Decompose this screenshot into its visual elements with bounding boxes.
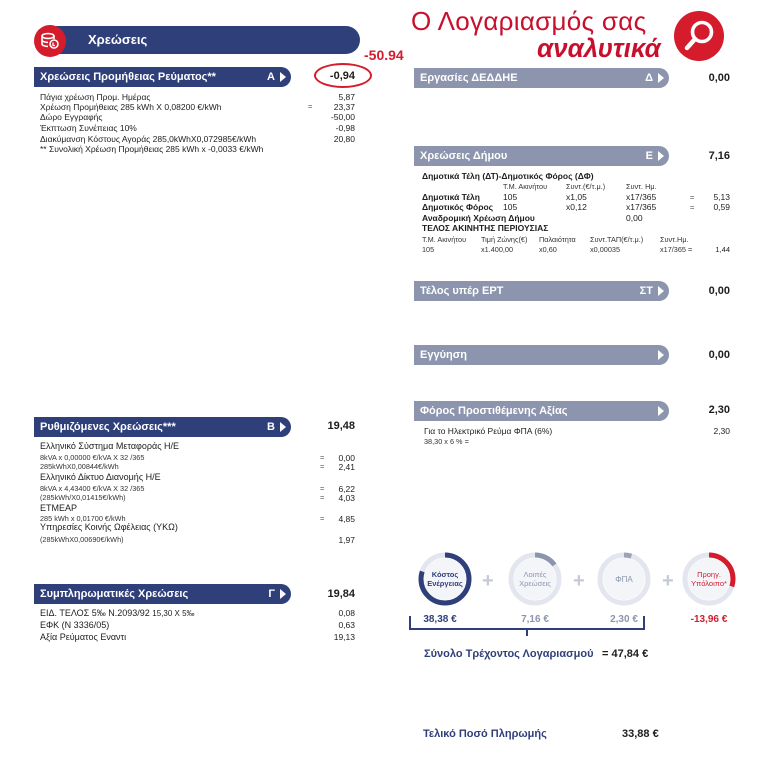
handwritten-annotation-value: -50.94 bbox=[364, 47, 404, 63]
supply-row-fixed-value: 5,87 bbox=[338, 92, 355, 102]
supply-row-gift-value: -50,00 bbox=[330, 112, 355, 122]
arrow-right-icon bbox=[280, 589, 286, 599]
section-e-bar bbox=[414, 146, 669, 166]
tap-value: 1,44 bbox=[715, 245, 730, 254]
misc-row-special-fee: ΕΙΔ. ΤΕΛΟΣ 5‰ Ν.2093/92 15,30 X 5‰ bbox=[40, 608, 195, 618]
supply-row-supply-label: Χρέωση Προμήθειας 285 kWh X 0,08200 €/kWh bbox=[40, 102, 222, 112]
regulated-item-detail: (285kWhX0,00690€/kWh) bbox=[40, 535, 124, 544]
donut-previous-label: Προηγ. Υπόλοιπο* bbox=[691, 570, 727, 588]
municipal-row-cell: x17/365 bbox=[626, 192, 657, 202]
section-c-total: 19,84 bbox=[327, 588, 355, 600]
vat-total: 2,30 bbox=[708, 404, 730, 416]
section-c-letter: Γ bbox=[268, 588, 275, 600]
municipal-retro-label: Αναδρομική Χρέωση Δήμου bbox=[422, 213, 535, 223]
supply-row-fixed-label: Πάγια χρέωση Προμ. Ημέρας bbox=[40, 92, 151, 102]
section-e-label: Χρεώσεις Δήμου bbox=[420, 150, 508, 162]
municipal-col-header: Συντ.(€/τ.μ.) bbox=[566, 182, 606, 191]
municipal-row-cell: x1,05 bbox=[566, 192, 587, 202]
regulated-item-head: Ελληνικό Σύστημα Μεταφοράς Η/Ε bbox=[40, 441, 180, 451]
supply-row-fluctuation-value: 20,80 bbox=[333, 134, 355, 144]
regulated-item-eq: = bbox=[320, 514, 325, 523]
section-b-total: 19,48 bbox=[327, 420, 355, 432]
page-title-line2: αναλυτικά bbox=[537, 33, 661, 63]
regulated-item-head: ΕΤΜΕΑΡ bbox=[40, 503, 78, 513]
section-e-letter: Ε bbox=[645, 150, 653, 162]
regulated-item-value: 6,22 bbox=[338, 484, 355, 494]
charges-section-header bbox=[56, 26, 360, 54]
section-d-letter: Δ bbox=[645, 72, 653, 84]
municipal-col-header: Τ.Μ. Ακινήτου bbox=[503, 182, 548, 191]
misc-row-advance-value: 19,13 bbox=[333, 632, 355, 642]
section-b-bar bbox=[34, 417, 291, 437]
municipal-row-cell: 105 bbox=[503, 192, 518, 202]
plus-sign: + bbox=[573, 570, 585, 592]
arrow-right-icon bbox=[280, 422, 286, 432]
regulated-item-value: 2,41 bbox=[338, 462, 355, 472]
section-f-total: 0,00 bbox=[708, 285, 730, 297]
final-payment-value: 33,88 € bbox=[622, 728, 659, 740]
supply-row-supply-detail: 285 kWh X 0,08200 €/kWh bbox=[120, 102, 222, 112]
coins-icon bbox=[40, 31, 60, 51]
donut-previous-value: -13,96 € bbox=[690, 614, 728, 625]
tap-col-header: Τ.Μ. Ακινήτου bbox=[422, 235, 467, 244]
regulated-item-detail: 8kVA x 0,00000 €/kVA X 32 /365 bbox=[40, 453, 145, 462]
municipal-heading: Δημοτικά Τέλη (ΔΤ)-Δημοτικός Φόρος (ΔΦ) bbox=[422, 171, 594, 181]
donut-other-label: Λοιπές Χρεώσεις bbox=[519, 570, 551, 588]
section-d-bar bbox=[414, 68, 669, 88]
misc-row-special-fee-detail: 15,30 X 5‰ bbox=[152, 609, 195, 618]
arrow-right-icon bbox=[658, 406, 664, 416]
arrow-right-icon bbox=[658, 73, 664, 83]
charges-section-title: Χρεώσεις bbox=[88, 32, 148, 47]
regulated-item-detail: 8kVA x 4,43400 €/kVA X 32 /365 bbox=[40, 484, 145, 493]
supply-row-total-detail: 285 kWh x -0,0033 €/kWh bbox=[165, 144, 264, 154]
section-a-label: Χρεώσεις Προμήθειας Ρεύματος** bbox=[40, 71, 216, 83]
misc-row-excise: ΕΦΚ (Ν 3336/05) bbox=[40, 620, 110, 630]
vat-label: Φόρος Προστιθέμενης Αξίας bbox=[420, 405, 568, 417]
municipal-col-header: Συντ. Ημ. bbox=[626, 182, 657, 191]
misc-row-excise-value: 0,63 bbox=[338, 620, 355, 630]
regulated-item-detail: 285kWhX0,00844€/kWh bbox=[40, 462, 119, 471]
section-f-label: Τέλος υπέρ ΕΡΤ bbox=[420, 285, 504, 297]
search-icon bbox=[674, 11, 724, 61]
misc-row-special-fee-value: 0,08 bbox=[338, 608, 355, 618]
section-e-total: 7,16 bbox=[708, 150, 730, 162]
vat-row-value: 2,30 bbox=[713, 426, 730, 436]
supply-row-fluctuation-detail: 285,0kWhX0,072985€/kWh bbox=[152, 134, 257, 144]
municipal-row-value: 0,59 bbox=[713, 202, 730, 212]
regulated-item-eq: = bbox=[320, 462, 325, 471]
supply-row-gift-label: Δώρο Εγγραφής bbox=[40, 112, 103, 122]
guarantee-bar bbox=[414, 345, 669, 365]
tap-cell: x1.400,00 bbox=[481, 245, 514, 254]
plus-sign: + bbox=[662, 570, 674, 592]
donut-energy-label: Κόστος Ενέργειας bbox=[427, 570, 463, 588]
municipal-row-cell: x0,12 bbox=[566, 202, 587, 212]
section-b-letter: Β bbox=[267, 421, 275, 433]
regulated-item-eq: = bbox=[320, 484, 325, 493]
donut-vat-label: ΦΠΑ bbox=[615, 575, 633, 584]
municipal-row-eq: = bbox=[690, 193, 695, 202]
supply-row-total-note: ** Συνολική Χρέωση Προμήθειας 285 kWh x -0,0033 €/kWh bbox=[40, 144, 264, 154]
supply-row-fluctuation-label: Διακύμανση Κόστους Αγοράς 285,0kWhX0,072985€/kWh bbox=[40, 134, 257, 144]
regulated-item-head: Υπηρεσίες Κοινής Ωφέλειας (ΥΚΩ) bbox=[40, 522, 178, 532]
vat-row-label: Για το Ηλεκτρικό Ρεύμα ΦΠΑ (6%) bbox=[424, 426, 553, 436]
municipal-row-value: 5,13 bbox=[713, 192, 730, 202]
arrow-right-icon bbox=[658, 286, 664, 296]
tap-cell: 105 bbox=[422, 245, 435, 254]
municipal-row-eq: = bbox=[690, 203, 695, 212]
section-c-bar bbox=[34, 584, 291, 604]
supply-row-discount-value: -0,98 bbox=[335, 123, 355, 133]
magnifier-badge bbox=[674, 11, 724, 61]
charges-section-icon-badge bbox=[34, 25, 66, 57]
arrow-right-icon bbox=[280, 72, 286, 82]
guarantee-label: Εγγύηση bbox=[420, 349, 467, 361]
regulated-item-head: Ελληνικό Δίκτυο Διανομής Η/Ε bbox=[40, 472, 161, 482]
regulated-item-eq: = bbox=[320, 493, 325, 502]
municipal-retro-value: 0,00 bbox=[626, 213, 643, 223]
page-title-line1: Ο Λογαριασμός σας bbox=[411, 6, 647, 36]
section-c-label: Συμπληρωματικές Χρεώσεις bbox=[40, 588, 189, 600]
section-a-bar bbox=[34, 67, 291, 87]
vat-bar bbox=[414, 401, 669, 421]
regulated-item-value: 1,97 bbox=[338, 535, 355, 545]
municipal-row-label: Δημοτικά Τέλη bbox=[422, 192, 480, 202]
donut-energy-value: 38,38 € bbox=[423, 614, 457, 625]
supply-row-supply-eq: = bbox=[308, 102, 313, 111]
tap-cell: x17/365 = bbox=[660, 245, 693, 254]
vat-row-detail: 38,30 x 6 % = bbox=[424, 437, 469, 446]
supply-row-supply-value: 23,37 bbox=[333, 102, 355, 112]
municipal-row-cell: x17/365 bbox=[626, 202, 657, 212]
guarantee-total: 0,00 bbox=[708, 349, 730, 361]
final-payment-label: Τελικό Ποσό Πληρωμής bbox=[423, 728, 547, 740]
tap-col-header: Τιμή Ζώνης(€) bbox=[481, 235, 528, 244]
section-f-bar bbox=[414, 281, 669, 301]
section-d-total: 0,00 bbox=[708, 72, 730, 84]
sum-bracket-tick bbox=[526, 628, 528, 636]
section-d-label: Εργασίες ΔΕΔΔΗΕ bbox=[420, 72, 518, 84]
supply-row-discount-label: Έκπτωση Συνέπειας 10% bbox=[40, 123, 137, 133]
section-b-label: Ρυθμιζόμενες Χρεώσεις*** bbox=[40, 421, 176, 433]
tap-cell: x0,00035 bbox=[590, 245, 621, 254]
section-f-letter: ΣΤ bbox=[639, 285, 653, 297]
regulated-item-detail: (285kWh/X0,01415€/kWh) bbox=[40, 493, 126, 502]
misc-row-advance: Αξία Ρεύματος Εναντι bbox=[40, 632, 127, 642]
section-a-letter: Α bbox=[267, 71, 275, 83]
municipal-tap-label: ΤΕΛΟΣ ΑΚΙΝΗΤΗΣ ΠΕΡΙΟΥΣΙΑΣ bbox=[422, 223, 549, 233]
current-bill-label: Σύνολο Τρέχοντος Λογαριασμού bbox=[424, 648, 594, 660]
donut-vat-value: 2,30 € bbox=[610, 614, 638, 625]
regulated-item-value: 4,85 bbox=[338, 514, 355, 524]
municipal-row-cell: 105 bbox=[503, 202, 518, 212]
regulated-item-value: 4,03 bbox=[338, 493, 355, 503]
donut-other-value: 7,16 € bbox=[521, 614, 549, 625]
regulated-item-detail: 285 kWh x 0,01700 €/kWh bbox=[40, 514, 126, 523]
current-bill-value: = 47,84 € bbox=[602, 648, 649, 660]
plus-sign: + bbox=[482, 570, 494, 592]
arrow-right-icon bbox=[658, 151, 664, 161]
regulated-item-value: 0,00 bbox=[338, 453, 355, 463]
tap-cell: x0,60 bbox=[539, 245, 557, 254]
regulated-item-eq: = bbox=[320, 453, 325, 462]
tap-col-header: Παλαιότητα bbox=[539, 235, 576, 244]
arrow-right-icon bbox=[658, 350, 664, 360]
tap-col-header: Συντ.ΤΑΠ(€/τ.μ.) bbox=[590, 235, 644, 244]
section-a-total: -0,94 bbox=[329, 70, 355, 82]
tap-col-header: Συντ.Ημ. bbox=[660, 235, 689, 244]
municipal-row-label: Δημοτικός Φόρος bbox=[422, 202, 494, 212]
